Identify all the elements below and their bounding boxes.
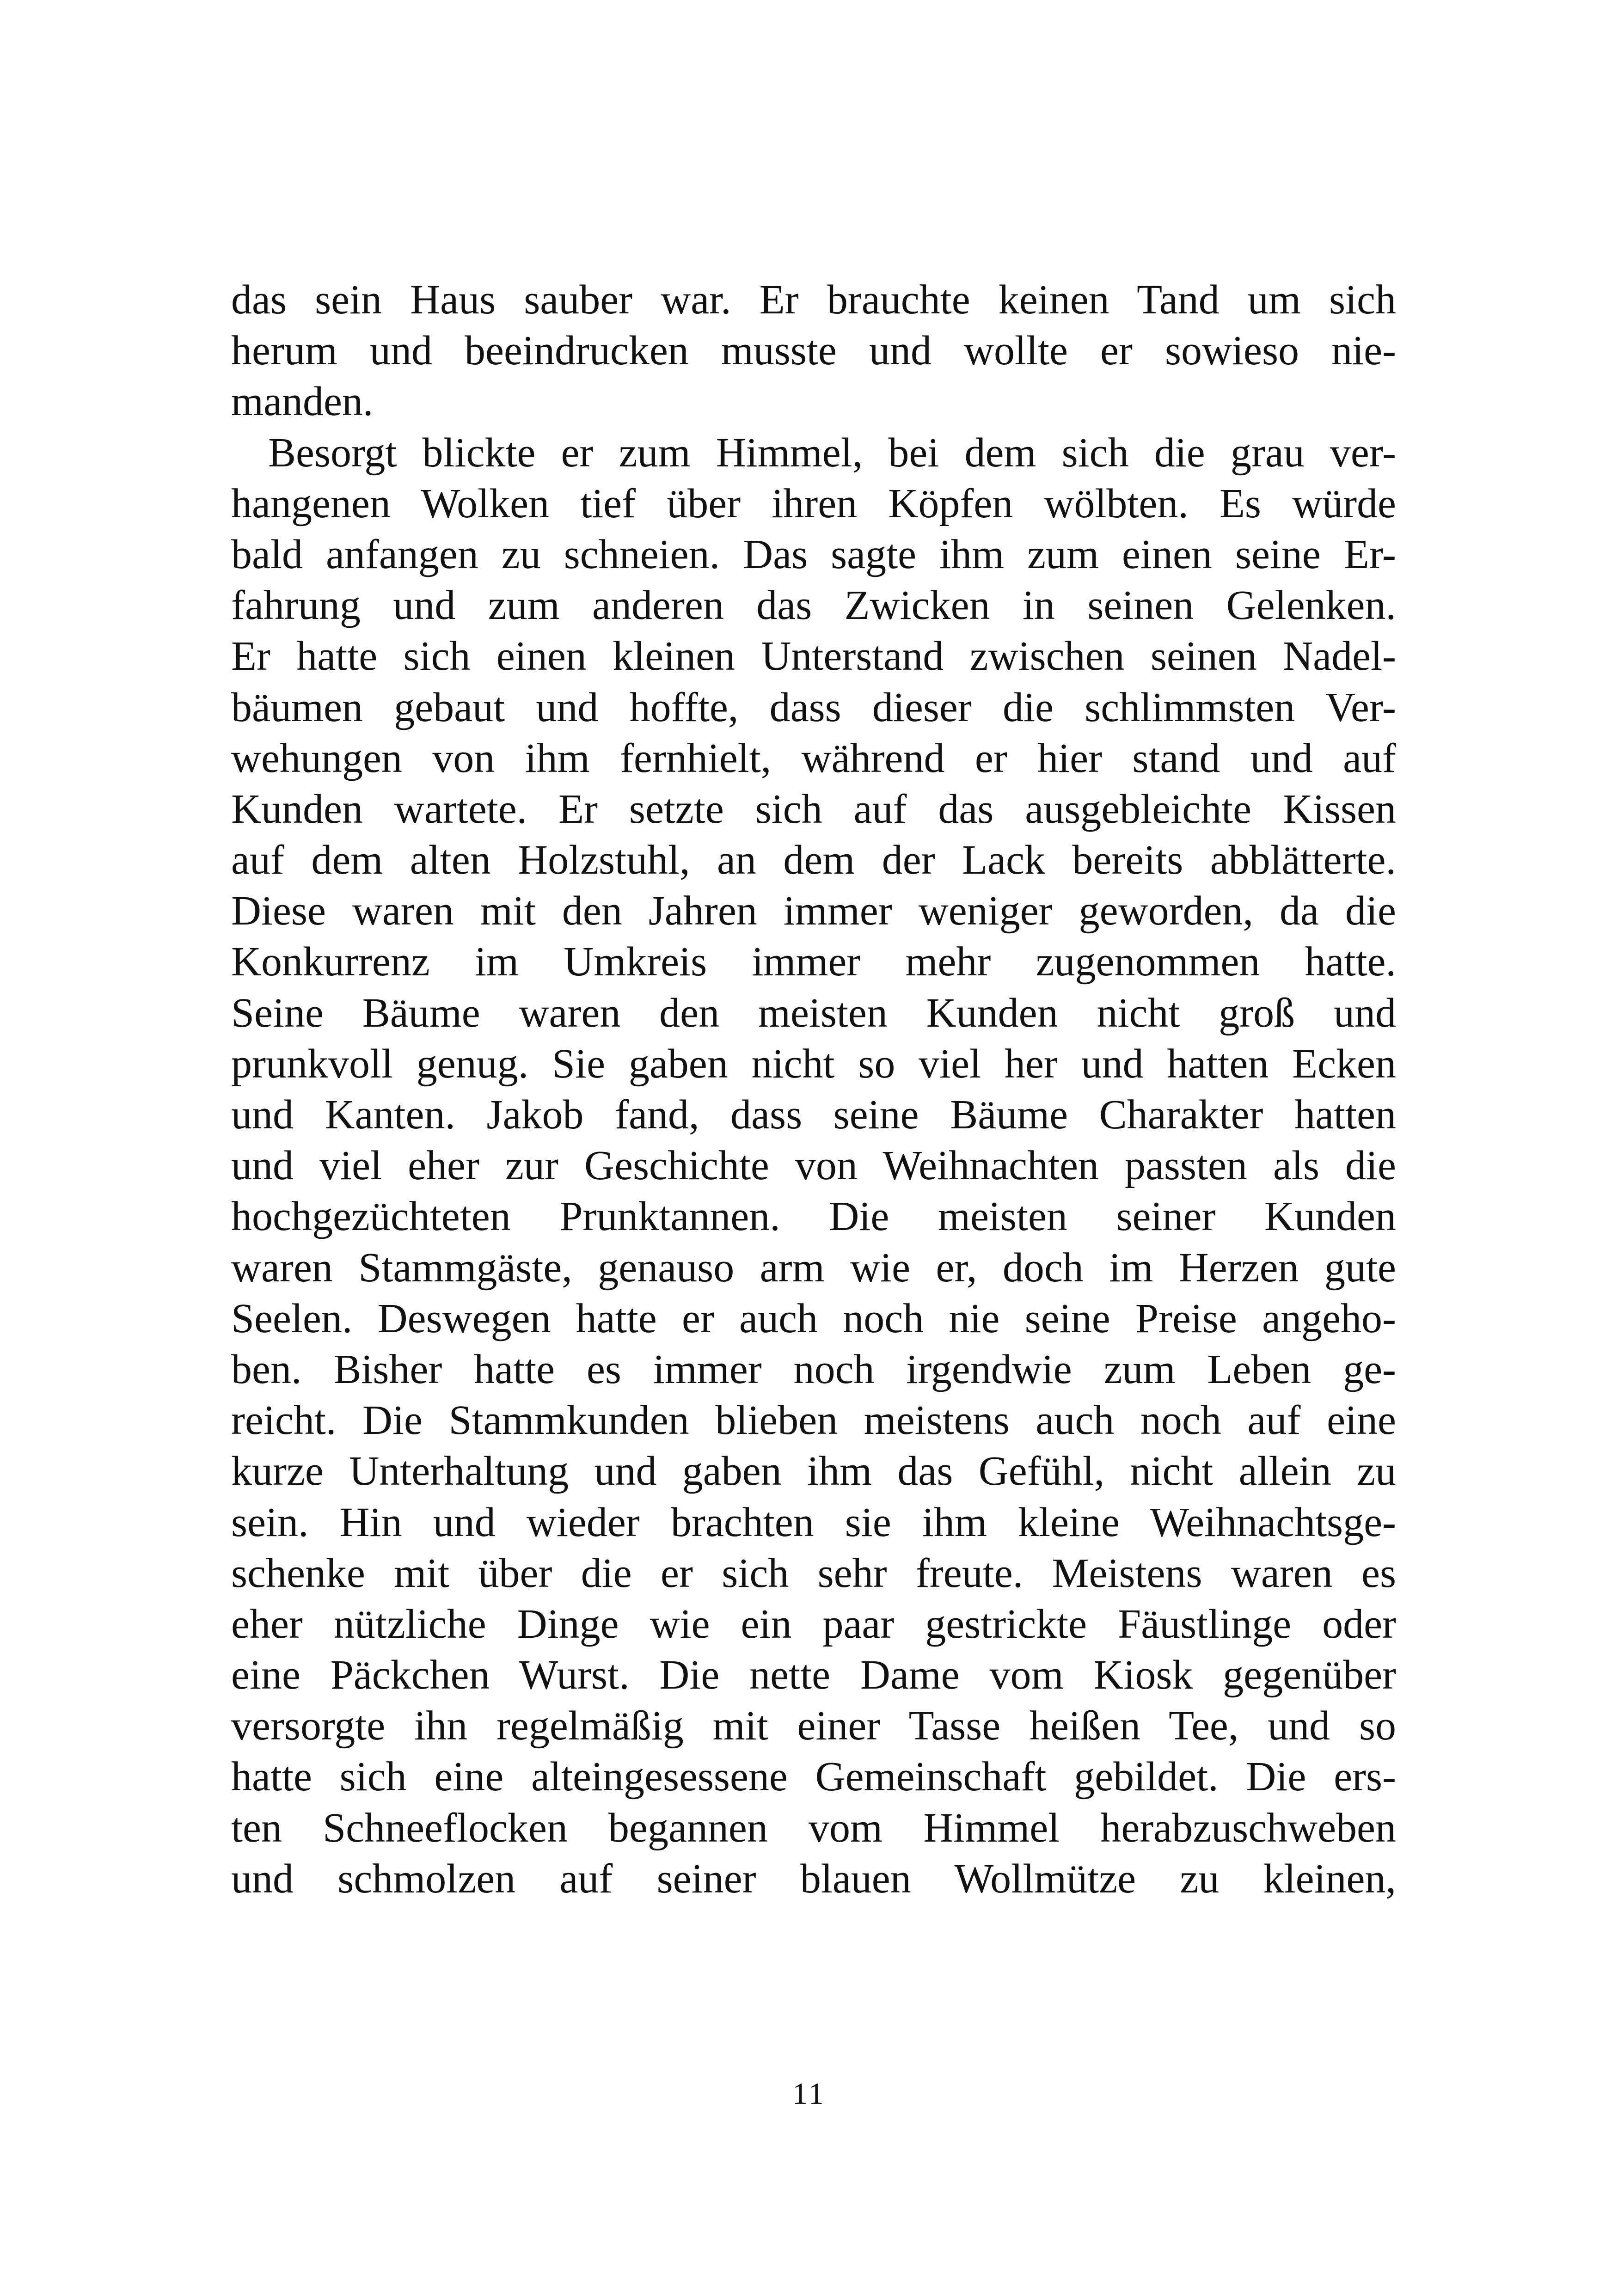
text-line: fahrung und zum anderen das Zwicken in seinen Gelenken. (231, 582, 1396, 629)
text-line: Seine Bäume waren den meisten Kunden nicht groß und (231, 990, 1396, 1036)
text-line: und viel eher zur Geschichte von Weihnachten passten als die (231, 1143, 1396, 1189)
body-text (231, 275, 1396, 1904)
text-line: und Kanten. Jakob fand, dass seine Bäume Charakter hatten (231, 1092, 1396, 1138)
text-line: hangenen Wolken tief über ihren Köpfen wölbten. Es würde (231, 480, 1396, 527)
text-line: bald anfangen zu schneien. Das sagte ihm zum einen seine Er- (231, 531, 1396, 577)
text-line: Kunden wartete. Er setzte sich auf das ausgebleichte Kissen (231, 786, 1396, 832)
text-line: und schmolzen auf seiner blauen Wollmütze zu kleinen, (231, 1855, 1396, 1902)
text-line: reicht. Die Stammkunden blieben meistens auch noch auf eine (231, 1397, 1396, 1444)
text-line: hochgezüchteten Prunktannen. Die meisten seiner Kunden (231, 1194, 1396, 1240)
text-line: schenke mit über die er sich sehr freute. Meistens waren es (231, 1550, 1396, 1596)
text-line: waren Stammgäste, genauso arm wie er, doch im Herzen gute (231, 1244, 1396, 1291)
text-line: Seelen. Deswegen hatte er auch noch nie seine Preise angeho- (231, 1295, 1396, 1341)
text-line: kurze Unterhaltung und gaben ihm das Gefühl, nicht allein zu (231, 1448, 1396, 1494)
text-line: sein. Hin und wieder brachten sie ihm kleine Weihnachtsge- (231, 1499, 1396, 1545)
text-line: manden. (231, 379, 374, 425)
text-line: ten Schneeflocken begannen vom Himmel herabzuschweben (231, 1805, 1396, 1851)
text-line: wehungen von ihm fernhielt, während er hier stand und auf (231, 735, 1396, 781)
text-line: Besorgt blickte er zum Himmel, bei dem sich die grau ver- (268, 429, 1396, 476)
text-line: herum und beeindrucken musste und wollte er sowieso nie- (231, 328, 1396, 374)
text-line: bäumen gebaut und hoffte, dass dieser die schlimmsten Ver- (231, 684, 1396, 730)
text-line: das sein Haus sauber war. Er brauchte keinen Tand um sich (231, 277, 1396, 323)
text-line: Diese waren mit den Jahren immer weniger geworden, da die (231, 888, 1396, 934)
text-line: prunkvoll genug. Sie gaben nicht so viel her und hatten Ecken (231, 1041, 1396, 1087)
page-number: 11 (792, 2077, 826, 2111)
text-line: versorgte ihn regelmäßig mit einer Tasse heißen Tee, und so (231, 1703, 1396, 1749)
text-line: ben. Bisher hatte es immer noch irgendwie zum Leben ge- (231, 1346, 1396, 1392)
text-line: Er hatte sich einen kleinen Unterstand zwischen seinen Nadel- (231, 633, 1396, 680)
text-line: Konkurrenz im Umkreis immer mehr zugenommen hatte. (231, 939, 1396, 985)
text-line: eine Päckchen Wurst. Die nette Dame vom Kiosk gegenüber (231, 1652, 1396, 1698)
text-line: eher nützliche Dinge wie ein paar gestrickte Fäustlinge oder (231, 1601, 1396, 1647)
text-line: hatte sich eine alteingesessene Gemeinschaft gebildet. Die ers- (231, 1754, 1396, 1800)
text-line: auf dem alten Holzstuhl, an dem der Lack bereits abblätterte. (231, 837, 1396, 883)
